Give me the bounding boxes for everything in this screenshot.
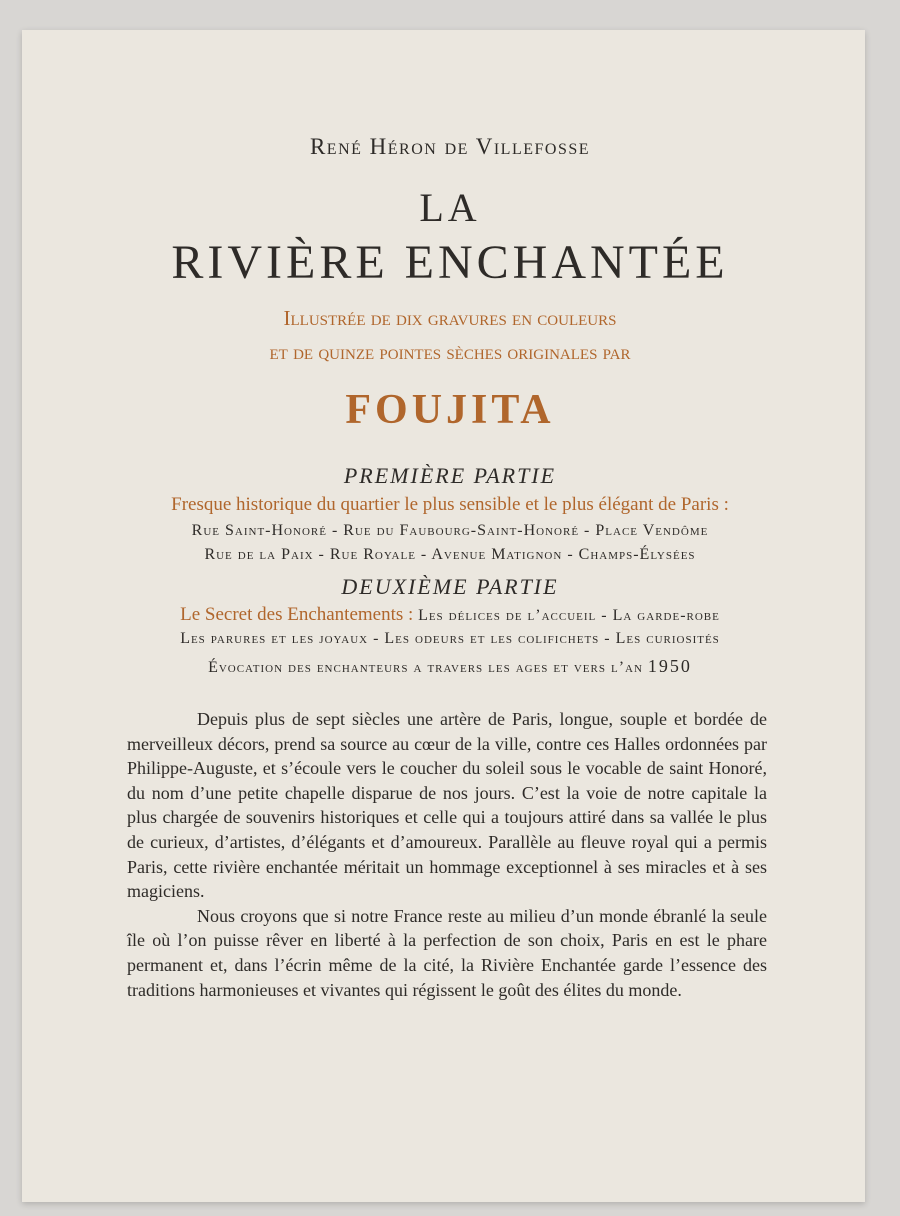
part-2-topics-line-2 <box>0 656 900 677</box>
part-2-description <box>0 604 900 626</box>
part-1-heading: PREMIÈRE PARTIE <box>343 463 557 488</box>
body-paragraph-2: Nous croyons que si notre France reste au milieu d’un monde ébranlé la seule île où l’on puisse rêver en liberté à la perfection de son choix, Paris en est le phare permanent et, dans l’écrin même de la cité, la Rivière Enchantée garde l’essence des traditions harmonieuses et vivantes qui régissent le goût des élites du monde. <box>127 905 767 1000</box>
body-text <box>127 707 767 1002</box>
part-2-topics-line-2-text: Évocation des enchanteurs a travers les ages et vers l’an <box>208 659 643 676</box>
part-2-description-lead: Le Secret des Enchantements : <box>180 604 414 625</box>
author-name: René Héron de Villefosse <box>309 134 591 159</box>
title-line-2: RIVIÈRE ENCHANTÉE <box>171 236 729 289</box>
part-1-streets-line-1: Rue Saint-Honoré - Rue du Faubourg-Saint-Honoré - Place Vendôme <box>191 522 709 539</box>
part-2-year: 1950 <box>647 656 692 676</box>
title-line-1: LA <box>419 185 481 230</box>
part-1-description: Fresque historique du quartier le plus sensible et le plus élégant de Paris : <box>171 494 729 515</box>
artist-name: FOUJITA <box>345 387 555 433</box>
part-2-topics-line-1: Les parures et les joyaux - Les odeurs et les colifichets - Les curiosités <box>180 630 720 647</box>
part-1-streets-line-2: Rue de la Paix - Rue Royale - Avenue Matignon - Champs-Élysées <box>204 546 696 563</box>
subtitle-line-1: Illustrée de dix gravures en couleurs <box>283 306 617 330</box>
subtitle-line-2: et de quinze pointes sèches originales par <box>269 340 631 364</box>
part-2-heading: DEUXIÈME PARTIE <box>341 574 559 599</box>
body-paragraph-1: Depuis plus de sept siècles une artère de Paris, longue, souple et bordée de merveilleux décors, prend sa source au cœur de la ville, contre ces Halles ordonnées par Philippe-Auguste, et s’écoule vers le coucher du soleil sous le vocable de saint Honoré, du nom d’une petite chapelle disparue de nos jours. C’est la voie de notre capitale la plus chargée de souvenirs historiques et celle qui a toujours attiré dans sa vallée le plus de curieux, d’artistes, d’élégants et d’amoureux. Parallèle au fleuve royal qui a permis Paris, cette rivière enchantée méritait un hommage exceptionnel à ses miracles et à ses magiciens. <box>127 709 767 902</box>
part-2-description-rest: Les délices de l’accueil - La garde-robe <box>418 607 720 624</box>
